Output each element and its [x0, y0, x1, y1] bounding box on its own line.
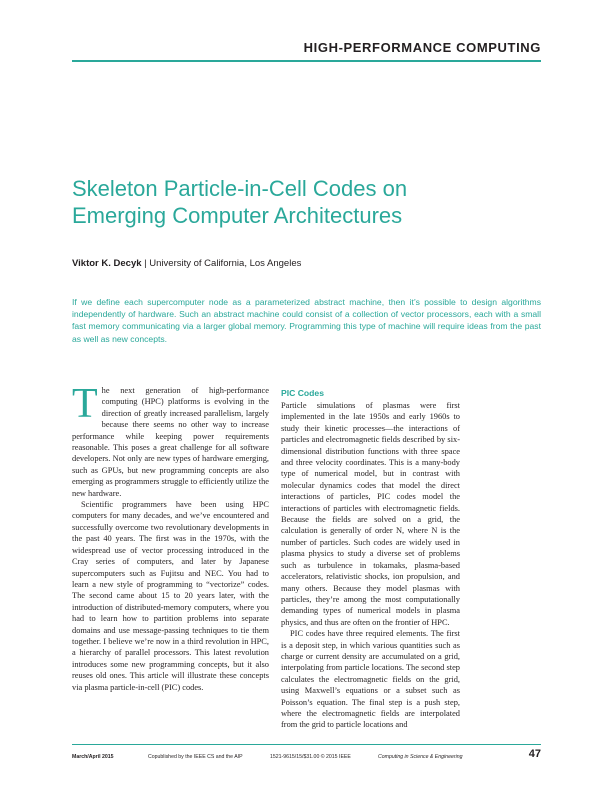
publisher-note: Copublished by the IEEE CS and the AIP: [148, 754, 243, 760]
paragraph: PIC codes have three required elements. The first is a deposit step, in which various quantities such as charge or current density are accumulated on a grid, interpolating from particle locations. The second step calculates the electromagnetic fields on the grid, using Maxwell’s equations or a subset such as Poisson’s equation. The final step is a push step, where the electromagnetic fields are interpolated from the grid to particle locations and: [281, 629, 460, 730]
page-number: 47: [528, 748, 541, 760]
section-heading: PIC Codes: [281, 388, 324, 398]
byline-separator: |: [144, 258, 147, 269]
paragraph: Particle simulations of plasmas were first implemented in the late 1950s and early 1960s to study their kinetic processes—the interactions of particles and electromagnetic fields described by six-dimensional distribution functions with three space and three velocity coordinates. This is a many-body type of numerical model, but in contrast with molecular dynamics codes that model the direct interactions of particles, PIC codes model the interactions of particles with electromagnetic fields. Because the fields are solved on a grid, the calculation is generally of order N, where N is the number of particles. Such codes are widely used in plasma physics to study a diverse set of problems such as turbulence in tokamaks, plasma-based accelerators, relativistic shocks, ion propulsion, and many others. Because they model plasmas with particles, they’re among the most computationally demanding types of numerical models in plasma physics, and thus are often on the frontier of HPC.: [281, 401, 460, 627]
paragraph-text: he next generation of high-performance computing (HPC) platforms is evolving in the direction of greatly increased parallelism, largely because there seems no other way to increase performance while keeping power requirements reasonable. This poses a great challenge for all software developers. Not only are new types of hardware emerging, such as GPUs, but new programming concepts are also emerging as programmers struggle to efficiently utilize the new hardware.: [72, 386, 269, 498]
author-name: Viktor K. Decyk: [72, 258, 142, 269]
section-label: HIGH-PERFORMANCE COMPUTING: [303, 40, 541, 55]
drop-cap: T: [72, 381, 98, 427]
byline: [72, 258, 301, 269]
author-affiliation: University of California, Los Angeles: [149, 258, 302, 269]
abstract: If we define each supercomputer node as a parameterized abstract machine, then it’s possible to design algorithms independently of hardware. Such an abstract machine could consist of a collection of vector processors, each with a small fast memory communicating via a larger global memory. Programming this type of machine will require ideas from the past as well as new concepts.: [72, 297, 541, 344]
body-column-right: [281, 388, 460, 731]
body-column-left: [72, 381, 269, 693]
article-title: Skeleton Particle-in-Cell Codes on Emerging Computer Architectures: [72, 175, 408, 228]
paragraph: [72, 381, 269, 499]
issue-date: March/April 2015: [72, 754, 114, 760]
paragraph: Scientific programmers have been using HPC computers for many decades, and we’ve encountered and successfully overcome two revolutionary developments in the past 40 years. The first was in the 1970s, with the widespread use of vector processing introduced in the Cray series of computers, and later by Japanese supercomputers such as Fujitsu and NEC. You had to learn a new style of programming to “vectorize” codes. The second came about 15 to 20 years later, with the introduction of distributed-memory computers, where you had to learn how to partition problems into separate domains and use message-passing techniques to tie them together. I believe we’re now in a third revolution in HPC, a hierarchy of parallel processors. This latest revolution introduces some new programming concepts, but it also reuses old ones. This article will illustrate these concepts via plasma particle-in-cell (PIC) codes.: [72, 500, 269, 692]
issn-copyright: 1521-9615/15/$31.00 © 2015 IEEE: [270, 754, 351, 760]
page-footer: [72, 744, 541, 765]
journal-name: Computing in Science & Engineering: [378, 754, 463, 760]
